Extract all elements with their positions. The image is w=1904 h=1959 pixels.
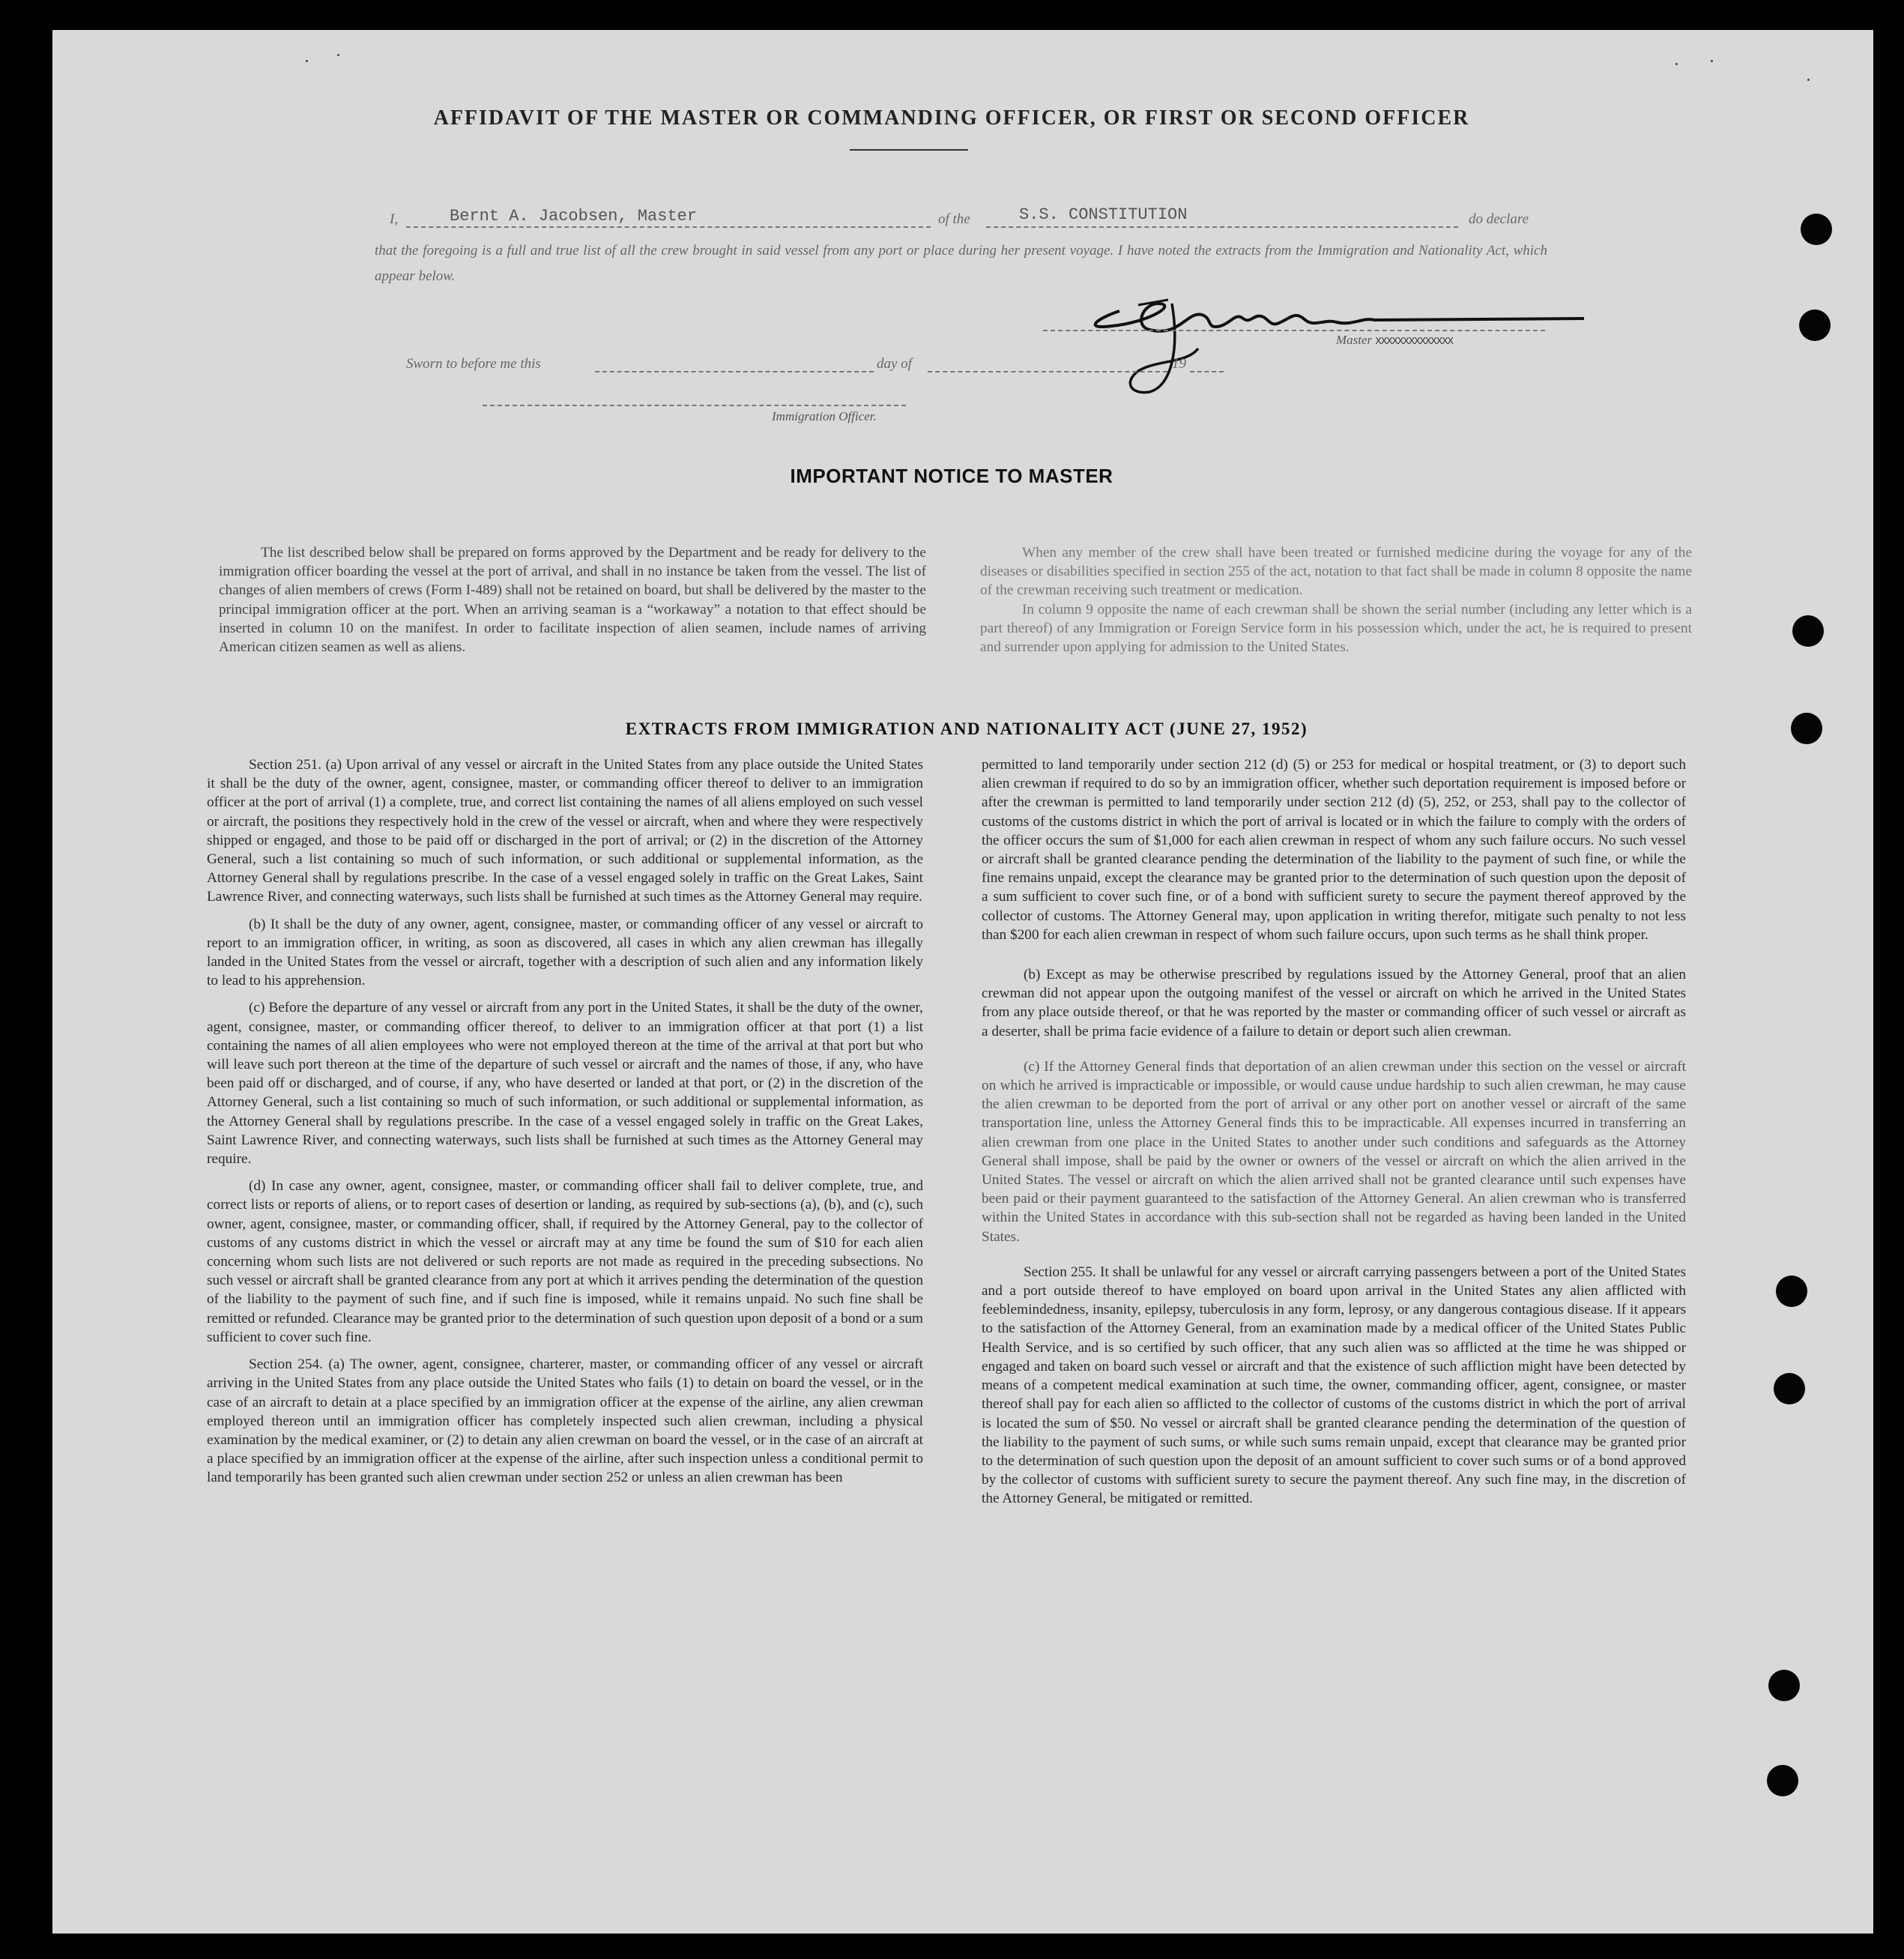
speck <box>1711 60 1713 62</box>
binder-hole <box>1768 1670 1800 1701</box>
master-label: Master <box>1336 333 1373 347</box>
declarant-name: Bernt A. Jacobsen, Master <box>450 207 698 226</box>
prefix-i: I, <box>390 211 399 227</box>
sworn-year-underline <box>1190 371 1224 372</box>
affidavit-line-1 <box>390 205 1547 234</box>
struck-officer-text: XXXXXXXXXXXXXX <box>1375 336 1454 348</box>
section-254-c: (c) If the Attorney General finds that deportation of an alien crewman under this section on the vessel or aircraft on which he arrived is impracticable or impossible, or would cause undue hardship to such alien crewman, he may cause the alien crewman to be deported from the port of arrival or any other port on another vessel or aircraft of the same transportation line, unless the Attorney General finds this to be impracticable. All expenses incurred in transferring an alien crewman from one place in the United States to another under such conditions and safeguards as the Attorney General shall impose, shall be paid by the owner or owners of the vessel or aircraft on which the alien arrived in the United States. The vessel or aircraft on which the alien arrived shall not be granted clearance until such expenses have been paid or their payment guaranteed to the satisfaction of the Attorney General. An alien crewman who is transferred within the United States in accordance with this sub-section shall not be regarded as having been landed in the United States. <box>982 1058 1686 1245</box>
extracts-left-column <box>207 755 923 1496</box>
speck <box>337 54 339 56</box>
notice-title: IMPORTANT NOTICE TO MASTER <box>790 465 1113 487</box>
binder-hole <box>1767 1765 1798 1796</box>
section-255: Section 255. It shall be unlawful for any vessel or aircraft carrying passengers between a port of the United States and a port outside thereof to have employed on board upon arrival in the United States any alien afflicted with feeblemindedness, insanity, epilepsy, tuberculosis in any form, leprosy, or any dangerous contagious disease. If it appears to the satisfaction of the Attorney General, from an examination made by a medical officer of the United States Public Health Service, and is so certified by such officer, that any such alien was so afflicted at the time he was shipped or engaged and taken on board such vessel or aircraft and that the existence of such affliction might have been detected by means of a competent medical examination at such time, the owner, commanding officer, agent, consignee, or master thereof shall pay for each alien so afflicted to the collector of customs of the customs district in which the port of arrival is located the sum of $50. No vessel or aircraft shall be granted clearance pending the determination of the question of the liability to the payment of such sums, or while such sums remain unpaid, except that clearance may be granted prior to the determination of such question upon the deposit of an amount sufficient to cover such sums or of a bond approved by the collector of customs with sufficient surety to secure the payment thereof. Any such fine may, in the discretion of the Attorney General, be mitigated or remitted. <box>982 1264 1686 1507</box>
binder-hole <box>1792 615 1824 647</box>
section-254-a-continued: permitted to land temporarily under section 212 (d) (5) or 253 for medical or hospital treatment, or (3) to deport such alien crewman if required to do so by an immigration officer, whether such deportation requirement is imposed before or after the crewman is permitted to land temporarily under section 212 (d) (5), 252, or 253, shall pay to the collector of customs of the customs district in which the port of arrival is located or in which the failure to comply with the orders of the officer occurs the sum of $1,000 for each alien crewman in respect of whom any such failure occurs. No such vessel or aircraft shall be granted clearance pending the determination of the liability to the payment of such fine, or while the fine remains unpaid, except the clearance may be granted prior to the determination of such question upon the deposit of a sum sufficient to cover such fine, or of a bond with sufficient surety to secure the payment thereof approved by the collector of customs. The Attorney General may, upon application in writing therefor, mitigate such penalty to not less than $200 for each alien crewman in respect of whom such failure occurs, upon such terms as he shall think proper. <box>982 757 1686 943</box>
affidavit-statement: that the foregoing is a full and true list of all the crew brought in said vessel from any port or place during her present voyage. I have noted the extracts from the Immigration and Nationality Act, which appear below. <box>375 243 1547 284</box>
year-label: 19 <box>1172 356 1186 372</box>
master-signature <box>1067 259 1592 405</box>
vessel-underline <box>986 226 1458 228</box>
sworn-line <box>406 356 1230 378</box>
officer-underline <box>483 405 906 406</box>
notice-left-column <box>219 543 926 665</box>
signature-underline <box>1043 330 1545 331</box>
section-251-c: (c) Before the departure of any vessel or aircraft from any port in the United States, it shall be the duty of the owner, agent, consignee, master, or commanding officer thereof, to deliver to an immigration officer at that port (1) a list containing the names of all alien employees who were not employed thereon at the time of the arrival at that port but who will leave such port thereon at the time of the departure of such vessel or aircraft and the names of those, if any, who have been paid off or discharged, and of course, if any, who have deserted or landed at that port, or (2) in the discretion of the Attorney General, such a list containing so much of such information, or such additional or supplemental information, as the Attorney General shall by regulations prescribe. In the case of a vessel engaged solely in traffic on the Great Lakes, Saint Lawrence River, and connecting waterways, such lists shall be furnished at such times as the Attorney General may require. <box>207 1000 923 1168</box>
of-the-label: of the <box>938 211 970 227</box>
sworn-month-underline <box>928 371 1167 372</box>
binder-hole <box>1799 310 1831 341</box>
extracts-title: EXTRACTS FROM IMMIGRATION AND NATIONALITY ACT (JUNE 27, 1952) <box>625 719 1308 738</box>
section-254-b: (b) Except as may be otherwise prescribed by regulations issued by the Attorney General, proof that an alien crewman did not appear upon the outgoing manifest of the vessel or aircraft on which he arrived in the United States from any place outside thereof, or that he was reported by the master or commanding officer of such vessel or aircraft as a deserter, shall be prima facie evidence of a failure to detain or deport such alien crewman. <box>982 967 1686 1039</box>
declarant-underline <box>406 226 931 228</box>
binder-hole <box>1801 214 1832 245</box>
section-251-a: Section 251. (a) Upon arrival of any vessel or aircraft in the United States from any place outside the United States it shall be the duty of the owner, agent, consignee, master, or commanding officer thereof to deliver to an immigration officer at the port of arrival (1) a complete, true, and correct list containing the names of all aliens employed on such vessel or aircraft, the positions they respectively hold in the crew of the vessel or aircraft, when and where they were respectively shipped or engaged, and those to be paid off or discharged in the port of arrival; or (2) in the discretion of the Attorney General, such a list containing so much of such information, or such additional or supplemental information, as the Attorney General shall by regulations prescribe. In the case of a vessel engaged solely in traffic on the Great Lakes, Saint Lawrence River, and connecting waterways, such lists shall be furnished at such times as the Attorney General may require. <box>207 757 923 905</box>
do-declare-label: do declare <box>1469 211 1529 227</box>
section-251-d: (d) In case any owner, agent, consignee, master, or commanding officer shall fail to deliver complete, true, and correct lists or reports of aliens, or to report cases of desertion or landing, as required by sub-sections (a), (b), and (c), such owner, agent, consignee, master, or commanding officer, shall, if required by the Attorney General, pay to the collector of customs of any customs district in which the vessel or aircraft may at any time be found the sum of $10 for each alien concerning whom such lists are not delivered or such reports are not made as required in the preceding subsections. No such vessel or aircraft shall be granted clearance from any port at which it arrives pending the determination of the question of the liability to the payment of such fine, and if such fine is imposed, while it remains unpaid. No such fine shall be remitted or refunded. Clearance may be granted prior to the determination of such question upon deposit of a bond or a sum sufficient to cover such fine. <box>207 1178 923 1345</box>
day-of-label: day of <box>877 356 912 372</box>
notice-left-paragraph: The list described below shall be prepared on forms approved by the Department and be ready for delivery to the immigration officer boarding the vessel at the port of arrival, and shall in no instance be taken from the vessel. The list of changes of alien members of crews (Form I-489) shall not be retained on board, but shall be delivered by the master to the principal immigration officer at the port. When an arriving seaman is a “workaway” a notation to that effect should be inserted in column 10 on the manifest. In order to facilitate inspection of alien seamen, include names of arriving American citizen seamen as well as aliens. <box>219 545 926 656</box>
binder-hole <box>1774 1373 1805 1404</box>
notice-right-paragraph-2: In column 9 opposite the name of each crewman shall be shown the serial number (including any letter which is a part thereof) of any Immigration or Foreign Service form in his possession which, under the act, he is required to present and surrender upon applying for admission to the United States. <box>980 601 1692 656</box>
section-254-a: Section 254. (a) The owner, agent, consignee, charterer, master, or commanding officer of any vessel or aircraft arriving in the United States from any place outside the United States who fails (1) to detain on board the vessel, or in the case of an aircraft to detain at a place specified by an immigration officer at the expense of the airline, any alien crewman employed thereon until an immigration officer has completely inspected such alien crewman, including a physical examination by the medical examiner, or (2) to detain any alien crewman on board the vessel, or in the case of an aircraft at a place specified by an immigration officer at the expense of the airline, after such inspection unless a conditional permit to land temporarily has been granted such alien crewman under section 252 or unless an alien crewman has been <box>207 1356 923 1486</box>
binder-hole <box>1791 713 1822 744</box>
vessel-name: S.S. CONSTITUTION <box>1019 205 1188 224</box>
title-divider <box>850 149 968 151</box>
notice-right-paragraph-1: When any member of the crew shall have been treated or furnished medicine during the voyage for any of the diseases or disabilities specified in section 255 of the act, notation to that fact shall be made in column 8 opposite the name of the crewman receiving such treatment or medication. <box>980 545 1692 599</box>
sworn-label: Sworn to before me this <box>406 356 541 372</box>
notice-right-column <box>980 543 1692 665</box>
binder-hole <box>1776 1276 1807 1307</box>
affidavit-title: AFFIDAVIT OF THE MASTER OR COMMANDING OFFICER, OR FIRST OR SECOND OFFICER <box>433 106 1470 130</box>
speck <box>1807 79 1810 81</box>
speck <box>306 60 308 62</box>
section-251-b: (b) It shall be the duty of any owner, agent, consignee, master, or commanding officer of any vessel or aircraft to report to an immigration officer, in writing, as soon as discovered, all cases in which any alien crewman has illegally landed in the United States from the vessel or aircraft, together with a description of such alien and any information likely to lead to his apprehension. <box>207 916 923 989</box>
speck <box>1675 63 1678 65</box>
signature-caption <box>1336 333 1453 348</box>
sworn-day-underline <box>595 371 874 372</box>
extracts-right-column <box>982 755 1686 1517</box>
officer-caption: Immigration Officer. <box>772 409 877 423</box>
